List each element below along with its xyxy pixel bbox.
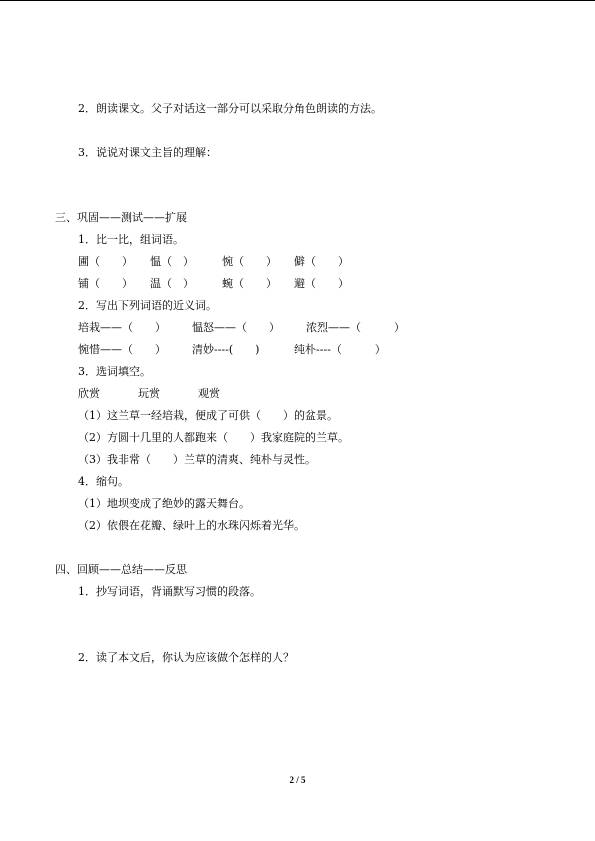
compare-cell: 愠（ ）	[150, 255, 194, 268]
fill-item-2: （2）方圆十几里的人都跑来（ ）我家庭院的兰草。	[78, 431, 349, 444]
shrink-item-1: （1）地坝变成了绝妙的露天舞台。	[78, 497, 250, 510]
synonym-cell: 纯朴----（ ）	[294, 343, 386, 356]
compare-cell: 避（ ）	[294, 277, 349, 290]
compare-cell: 铺（ ）	[78, 277, 133, 290]
section2-item-2: 2．朗读课文。父子对话这一部分可以采取分角色朗读的方法。	[78, 102, 382, 115]
synonym-cell: 清妙----( )	[192, 343, 260, 356]
compare-cell: 蜿（ ）	[222, 277, 277, 290]
shrink-item-2: （2）依偎在花瓣、绿叶上的水珠闪烁着光华。	[78, 519, 305, 532]
section4-heading: 四、回顾——总结——反思	[55, 563, 187, 576]
word-choice: 观赏	[198, 387, 220, 400]
synonym-cell: 惋惜——（ ）	[78, 343, 166, 356]
section2-item-3: 3．说说对课文主旨的理解：	[78, 146, 217, 159]
fill-item-1: （1）这兰草一经培栽，便成了可供（ ）的盆景。	[78, 409, 338, 422]
compare-cell: 温（ ）	[150, 277, 194, 290]
section3-q3: 3．选词填空。	[78, 365, 151, 378]
section3-q1: 1．比一比，组词语。	[78, 233, 184, 246]
section3-q2: 2．写出下列词语的近义词。	[78, 299, 217, 312]
section4-q2: 2．读了本文后，你认为应该做个怎样的人？	[78, 651, 294, 664]
word-choice: 玩赏	[138, 387, 160, 400]
compare-cell: 僻（ ）	[294, 255, 349, 268]
page-top-border	[0, 0, 595, 1]
compare-cell: 惋（ ）	[222, 255, 277, 268]
synonym-cell: 浓烈——（ ）	[306, 321, 405, 334]
word-choice: 欣赏	[78, 387, 100, 400]
section3-q4: 4．缩句。	[78, 475, 129, 488]
synonym-cell: 愠怒——（ ）	[192, 321, 280, 334]
section4-q1: 1．抄写词语，背诵默写习惯的段落。	[78, 585, 261, 598]
synonym-cell: 培栽——（ ）	[78, 321, 166, 334]
section3-heading: 三、巩固——测试——扩展	[55, 211, 187, 224]
fill-item-3: （3）我非常（ ）兰草的清爽、纯朴与灵性。	[78, 453, 316, 466]
page-number: 2 / 5	[289, 775, 306, 785]
compare-cell: 圃（ ）	[78, 255, 133, 268]
